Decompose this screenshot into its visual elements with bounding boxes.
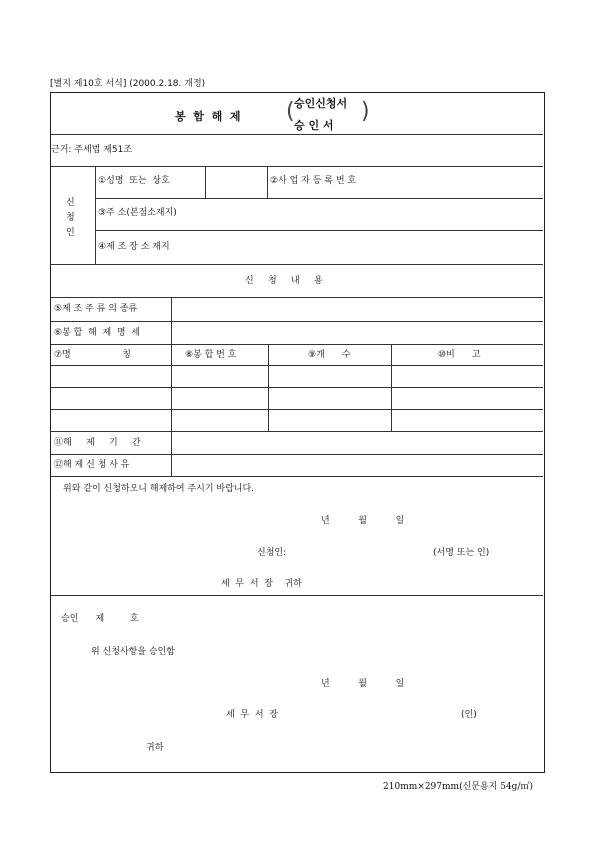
- column-header-quantity: ⑨개 수: [308, 350, 351, 360]
- approval-number-label: 승인 제 호: [61, 614, 139, 624]
- column-header-seal-number: ⑧봉 합 번 호: [185, 350, 237, 360]
- divider: [51, 321, 543, 322]
- approval-statement: 위 신청사항을 승인함: [91, 647, 175, 657]
- divider: [51, 595, 543, 596]
- signature-or-seal-note: (서명 또는 인): [433, 548, 490, 558]
- divider: [95, 198, 543, 199]
- business-registration-field[interactable]: [396, 168, 541, 196]
- divider: [171, 297, 172, 476]
- divider: [205, 166, 206, 198]
- release-reason-label: ⑫해 제 신 청 사 유: [54, 460, 130, 470]
- request-contents-header: 신 청 내 용: [245, 276, 323, 286]
- divider: [51, 476, 543, 477]
- name-or-company-field[interactable]: [207, 168, 265, 196]
- tax-office-addressee: 세 무 서 장 귀하: [221, 579, 302, 589]
- name-or-company-label: ①성명 또는 상호: [98, 176, 170, 186]
- liquor-type-label: ⑤제 조 주 류 의 종류: [54, 304, 138, 314]
- release-reason-field[interactable]: [173, 456, 541, 474]
- approving-tax-office: 세 무 서 장: [226, 710, 278, 720]
- legal-basis: 근거: 주세법 제51조: [51, 145, 133, 155]
- divider: [51, 134, 543, 135]
- liquor-type-field[interactable]: [173, 299, 541, 319]
- table-row[interactable]: [51, 388, 543, 408]
- table-row[interactable]: [51, 410, 543, 430]
- manufacturing-site-label: ④제 조 장 소 재지: [98, 242, 170, 252]
- release-period-field[interactable]: [173, 433, 541, 452]
- form-title: 봉 함 해 제: [175, 110, 241, 123]
- applicant-signature-label: 신청인:: [257, 548, 287, 558]
- divider: [51, 344, 543, 345]
- divider: [95, 230, 543, 231]
- release-period-label: ⑪해 제 기 간: [54, 438, 141, 448]
- applicant-section-label: 신 청 인: [66, 198, 75, 238]
- column-header-name: ⑦명 칭: [54, 350, 131, 360]
- seal-release-details-field[interactable]: [173, 323, 541, 342]
- paper-spec-footer: 210mm×297mm(신문용지 54g/㎡): [383, 782, 533, 792]
- application-date-line: 년 월 일: [321, 516, 405, 526]
- title-option-approval: 승 인 서: [294, 119, 334, 132]
- approval-date-line: 년 월 일: [321, 679, 405, 689]
- title-option-bracket: (: [286, 99, 295, 124]
- address-field[interactable]: [207, 200, 541, 228]
- title-option-application: 승인신청서: [294, 97, 348, 110]
- approval-recipient: 귀하: [146, 743, 164, 753]
- table-row[interactable]: [51, 366, 543, 386]
- application-statement: 위와 같이 신청하오니 해제하여 주시기 바랍니다.: [63, 484, 255, 494]
- divider: [51, 454, 543, 455]
- seal-release-details-label: ⑥봉 합 해 제 명 세: [54, 328, 140, 338]
- divider: [51, 264, 543, 265]
- divider: [267, 166, 268, 198]
- form-number-note: [별지 제10호 서식] (2000.2.18. 개정): [50, 79, 206, 89]
- business-registration-label: ②사 업 자 등 록 번 호: [270, 176, 357, 186]
- divider: [51, 166, 543, 167]
- address-label: ③주 소(본점소재지): [98, 208, 177, 218]
- divider: [51, 431, 543, 432]
- applicant-signature-field[interactable]: [293, 545, 423, 561]
- official-seal-mark: (인): [461, 710, 477, 720]
- column-header-remarks: ⑩비 고: [438, 350, 481, 360]
- form-frame: [50, 92, 545, 773]
- title-option-bracket: ): [361, 99, 370, 124]
- divider: [95, 166, 96, 264]
- divider: [51, 297, 543, 298]
- manufacturing-site-field[interactable]: [207, 232, 541, 262]
